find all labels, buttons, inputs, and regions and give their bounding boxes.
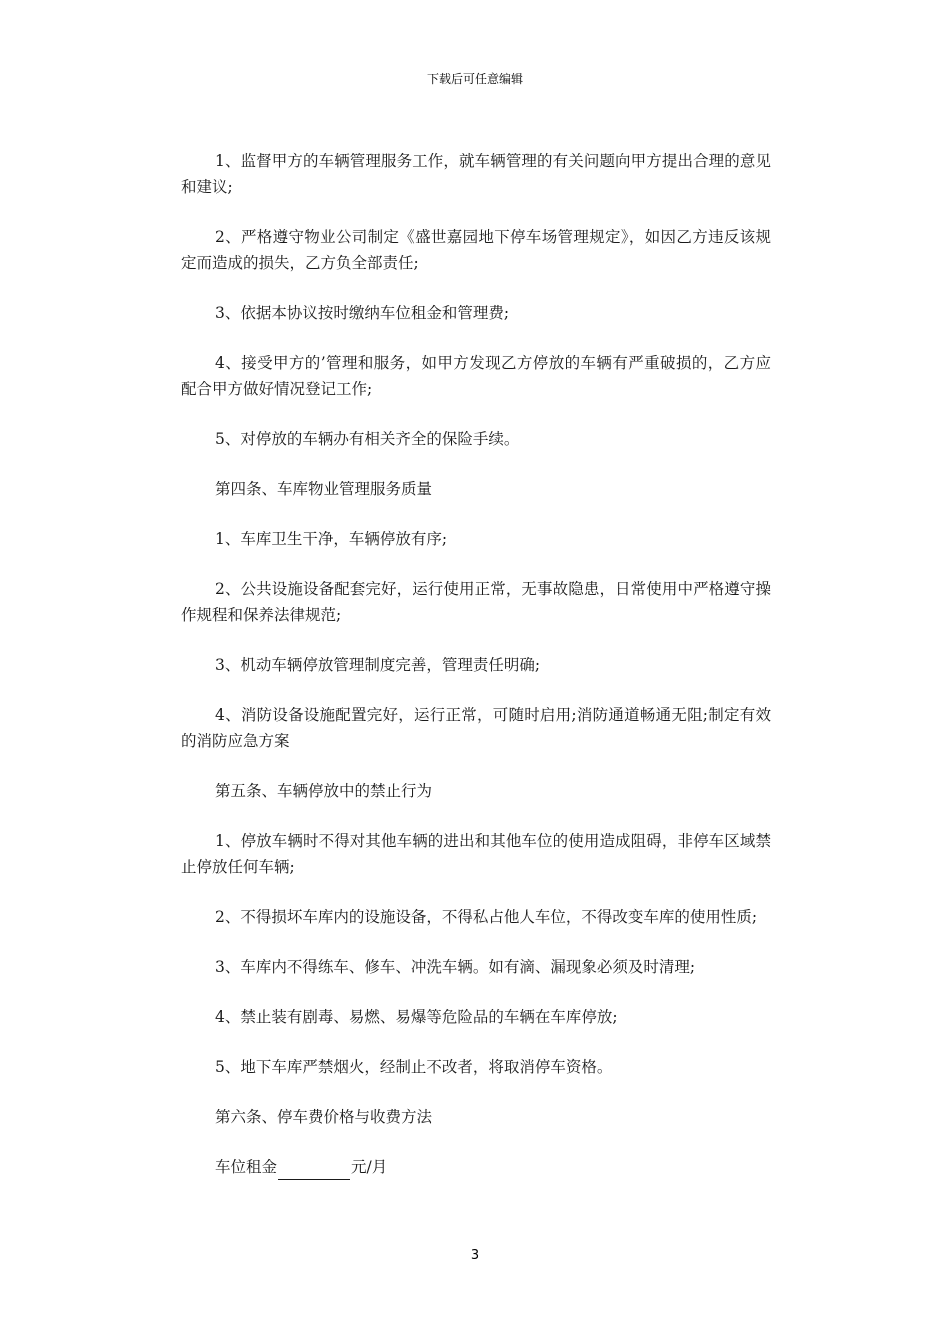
paragraph: 2、严格遵守物业公司制定《盛世嘉园地下停车场管理规定》，如因乙方违反该规定而造成的损失，乙方负全部责任;: [181, 228, 771, 272]
section-heading: 第六条、停车费价格与收费方法: [215, 1108, 433, 1126]
paragraph: 4、禁止装有剧毒、易燃、易爆等危险品的车辆在车库停放;: [215, 1008, 618, 1026]
section-heading: 第五条、车辆停放中的禁止行为: [215, 782, 433, 800]
section-heading: 第四条、车库物业管理服务质量: [215, 480, 433, 498]
paragraph: 2、不得损坏车库内的设施设备，不得私占他人车位，不得改变车库的使用性质;: [215, 908, 758, 926]
document-body: [181, 148, 771, 1180]
paragraph: 4、接受甲方的’管理和服务，如甲方发现乙方停放的车辆有严重破损的，乙方应配合甲方做好情况登记工作;: [181, 354, 771, 398]
rent-unit: 元/月: [351, 1158, 388, 1176]
paragraph: 3、车库内不得练车、修车、冲洗车辆。如有滴、漏现象必须及时清理;: [215, 958, 696, 976]
page-number: 3: [470, 1248, 480, 1263]
paragraph: 5、地下车库严禁烟火，经制止不改者，将取消停车资格。: [215, 1058, 613, 1076]
rent-amount-blank: [278, 1161, 350, 1180]
paragraph: 3、依据本协议按时缴纳车位租金和管理费;: [215, 304, 510, 322]
paragraph: 1、停放车辆时不得对其他车辆的进出和其他车位的使用造成阻碍，非停车区域禁止停放任何车辆;: [181, 832, 771, 876]
paragraph: 3、机动车辆停放管理制度完善，管理责任明确;: [215, 656, 541, 674]
paragraph: 4、消防设备设施配置完好，运行正常，可随时启用;消防通道畅通无阻;制定有效的消防应急方案: [181, 706, 771, 750]
rent-label: 车位租金: [215, 1158, 278, 1176]
paragraph: 1、车库卫生干净，车辆停放有序;: [215, 530, 448, 548]
paragraph: 5、对停放的车辆办有相关齐全的保险手续。: [215, 430, 520, 448]
page-header-note: 下载后可任意编辑: [426, 72, 523, 86]
rent-line: [181, 1154, 771, 1180]
paragraph: 1、监督甲方的车辆管理服务工作，就车辆管理的有关问题向甲方提出合理的意见和建议;: [181, 152, 771, 196]
paragraph: 2、公共设施设备配套完好，运行使用正常，无事故隐患，日常使用中严格遵守操作规程和保养法律规范;: [181, 580, 771, 624]
